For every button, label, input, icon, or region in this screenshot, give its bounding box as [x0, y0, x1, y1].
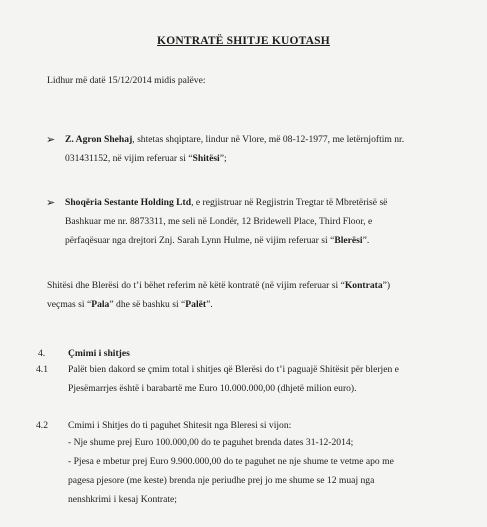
document-title: KONTRATË SHITJE KUOTASH — [157, 35, 330, 47]
clause-4-2-line2: - Nje shume prej Euro 100.000,00 do te paguhet brenda dates 31-12-2014; — [68, 437, 354, 448]
references-line2 — [47, 299, 213, 311]
references-line1 — [47, 280, 390, 292]
section-heading: Çmimi i shitjes — [68, 348, 130, 359]
party2-text-d: ”. — [362, 235, 370, 246]
clause-4-2-line4: pagesa pjesore (me keste) brenda nje periudhe prej jo me shume se 12 muaj nga — [68, 475, 375, 486]
clause-4-1-line1: Palët bien dakord se çmim total i shitjes që Blerësi do t’i paguajë Shitësit për blerjen e — [68, 364, 399, 375]
party2-name: Shoqëria Sestante Holding Ltd — [65, 197, 192, 208]
references-text-e: ”. — [206, 299, 213, 310]
party2-text-c: përfaqësuar nga drejtori Znj. Sarah Lynn Hulme, në vijim referuar si “ — [65, 235, 335, 246]
party1-text-b: 031431152, në vijim referuar si “ — [65, 153, 193, 164]
party1-text-a: , shtetas shqiptare, lindur në Vlore, më 08-12-1977, me letërnjoftim nr. — [132, 134, 405, 145]
party2-line2: Bashkuar me nr. 8873311, me seli në Londër, 12 Bridewell Place, Third Floor, e — [65, 216, 373, 227]
references-text-b: ”) — [382, 280, 391, 291]
party2-term: Blerësi — [334, 235, 363, 246]
section-number: 4. — [38, 348, 46, 359]
references-text-a: Shitësi dhe Blerësi do t’i bëhet referim në këtë kontratë (në vijim referuar si “ — [47, 280, 345, 291]
clause-4-2-line1: Cmimi i Shitjes do ti paguhet Shitesit nga Bleresi si vijon: — [68, 420, 292, 431]
party1-text-c: ”; — [219, 153, 227, 164]
party2-line1 — [65, 197, 387, 209]
party2-line3 — [65, 235, 369, 247]
intro-line: Lidhur më datë 15/12/2014 midis palëve: — [47, 75, 206, 86]
clause-4-1-number: 4.1 — [36, 364, 48, 375]
references-term-palet: Palët — [185, 299, 207, 310]
clause-4-2-number: 4.2 — [36, 420, 48, 431]
references-text-c: veçmas si “ — [47, 299, 92, 310]
bullet-arrow-icon: ➢ — [46, 134, 56, 146]
clause-4-1-line2: Pjesëmarrjes është i barabartë me Euro 10.000.000,00 (dhjetë milion euro). — [68, 383, 357, 394]
party1-term: Shitësi — [192, 153, 220, 164]
party1-name: Z. Agron Shehaj — [65, 134, 133, 145]
references-text-d: ” dhe së bashku si “ — [109, 299, 186, 310]
party2-text-a: , e regjistruar në Regjistrin Tregtar të Mbretërisë së — [191, 197, 388, 208]
references-term-kontrata: Kontrata — [344, 280, 383, 291]
clause-4-2-line5: nenshkrimi i kesaj Kontrate; — [68, 494, 177, 505]
party1-line2 — [65, 153, 227, 165]
clause-4-2-line3: - Pjesa e mbetur prej Euro 9.900.000,00 do te paguhet ne nje shume te vetme apo me — [68, 456, 394, 467]
references-term-pala: Pala — [91, 299, 110, 310]
party1-line1 — [65, 134, 404, 146]
bullet-arrow-icon: ➢ — [46, 197, 56, 209]
